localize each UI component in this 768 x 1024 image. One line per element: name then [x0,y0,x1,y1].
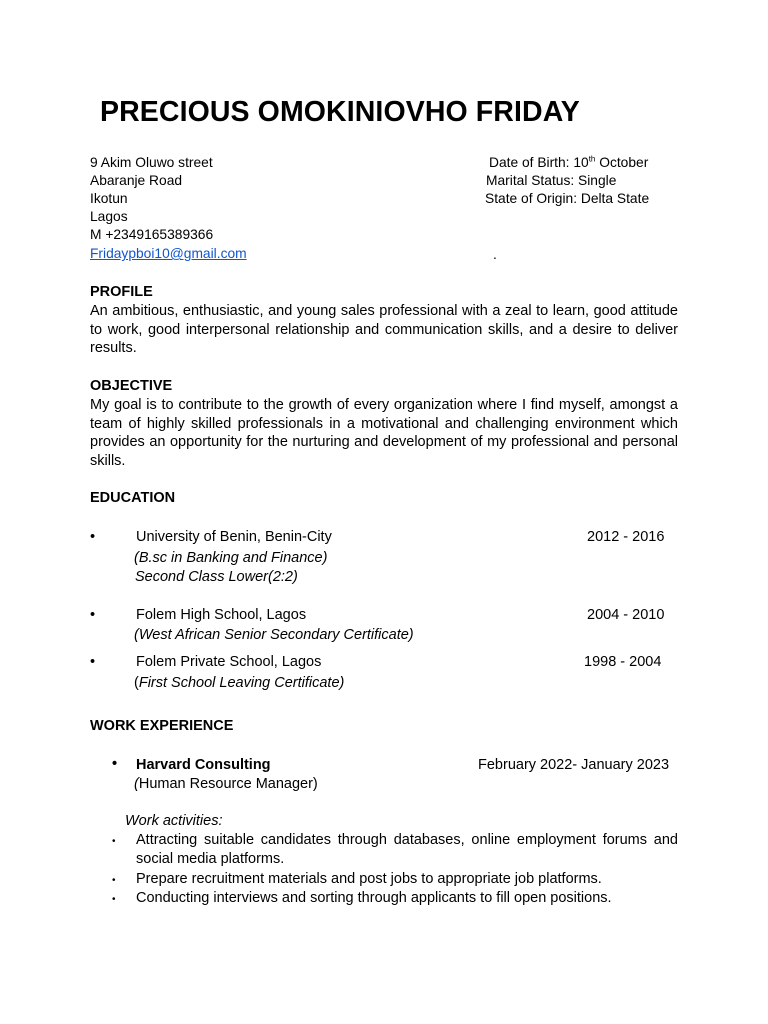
mobile-number: M +2349165389366 [90,227,214,242]
work-experience-heading: WORK EXPERIENCE [90,718,234,734]
dob-ordinal-suffix: th [588,154,596,164]
education-heading: EDUCATION [90,490,176,506]
address-line-4: Lagos [90,209,128,224]
education-years: 2004 - 2010 [587,607,665,623]
education-certificate [134,675,344,691]
education-grade: Second Class Lower(2:2) [135,569,298,585]
certificate-name: First School Leaving Certificate) [138,675,345,691]
education-school: University of Benin, Benin-City [136,529,332,545]
bullet: • [90,654,96,670]
email-link[interactable]: Fridaypboi10@gmail.com [90,246,247,261]
address-line-3: Ikotun [90,191,128,206]
job-company: Harvard Consulting [136,757,271,773]
state-of-origin: State of Origin: Delta State [485,191,650,206]
education-years: 2012 - 2016 [587,529,665,545]
education-certificate: (West African Senior Secondary Certificate) [134,627,414,643]
objective-text: My goal is to contribute to the growth of every organization where I find myself, amongst a team of highly skilled professionals in a motivational and challenging environment which provides an opportunity for the nurturing and development of my professional and personal skills. [90,397,678,469]
education-years: 1998 - 2004 [584,654,662,670]
role-title: Human Resource Manager) [138,776,318,792]
bullet: • [112,836,116,847]
open-paren: ( [134,675,139,691]
dob-month: October [595,155,649,170]
address-line-1: 9 Akim Oluwo street [90,155,213,170]
profile-heading: PROFILE [90,284,153,300]
work-activities-label: Work activities: [125,813,223,829]
education-school: Folem Private School, Lagos [136,654,322,670]
job-dates: February 2022- January 2023 [478,757,670,773]
activity-item: Prepare recruitment materials and post jobs to appropriate job platforms. [136,871,602,887]
job-role [134,776,318,792]
activity-item: Attracting suitable candidates through databases, online employment forums and social media platforms. [136,832,678,867]
education-school: Folem High School, Lagos [136,607,307,623]
objective-heading: OBJECTIVE [90,378,173,394]
bullet: • [112,875,116,886]
activity-item: Conducting interviews and sorting through applicants to fill open positions. [136,890,612,906]
marital-status: Marital Status: Single [486,173,617,188]
bullet: • [90,529,96,545]
profile-text: An ambitious, enthusiastic, and young sales professional with a zeal to learn, good attitude to work, good interpersonal relationship and communication skills, and a desire to deliver results. [90,303,678,357]
candidate-name: PRECIOUS OMOKINIOVHO FRIDAY [100,96,580,128]
open-paren: ( [134,776,139,792]
education-degree: (B.sc in Banking and Finance) [134,550,328,566]
stray-dot: . [493,247,497,262]
dob-label: Date of Birth: 10 [489,155,589,170]
address-line-2: Abaranje Road [90,173,183,188]
date-of-birth [489,154,648,172]
bullet: • [112,756,118,772]
bullet: • [112,894,116,905]
bullet: • [90,607,96,623]
